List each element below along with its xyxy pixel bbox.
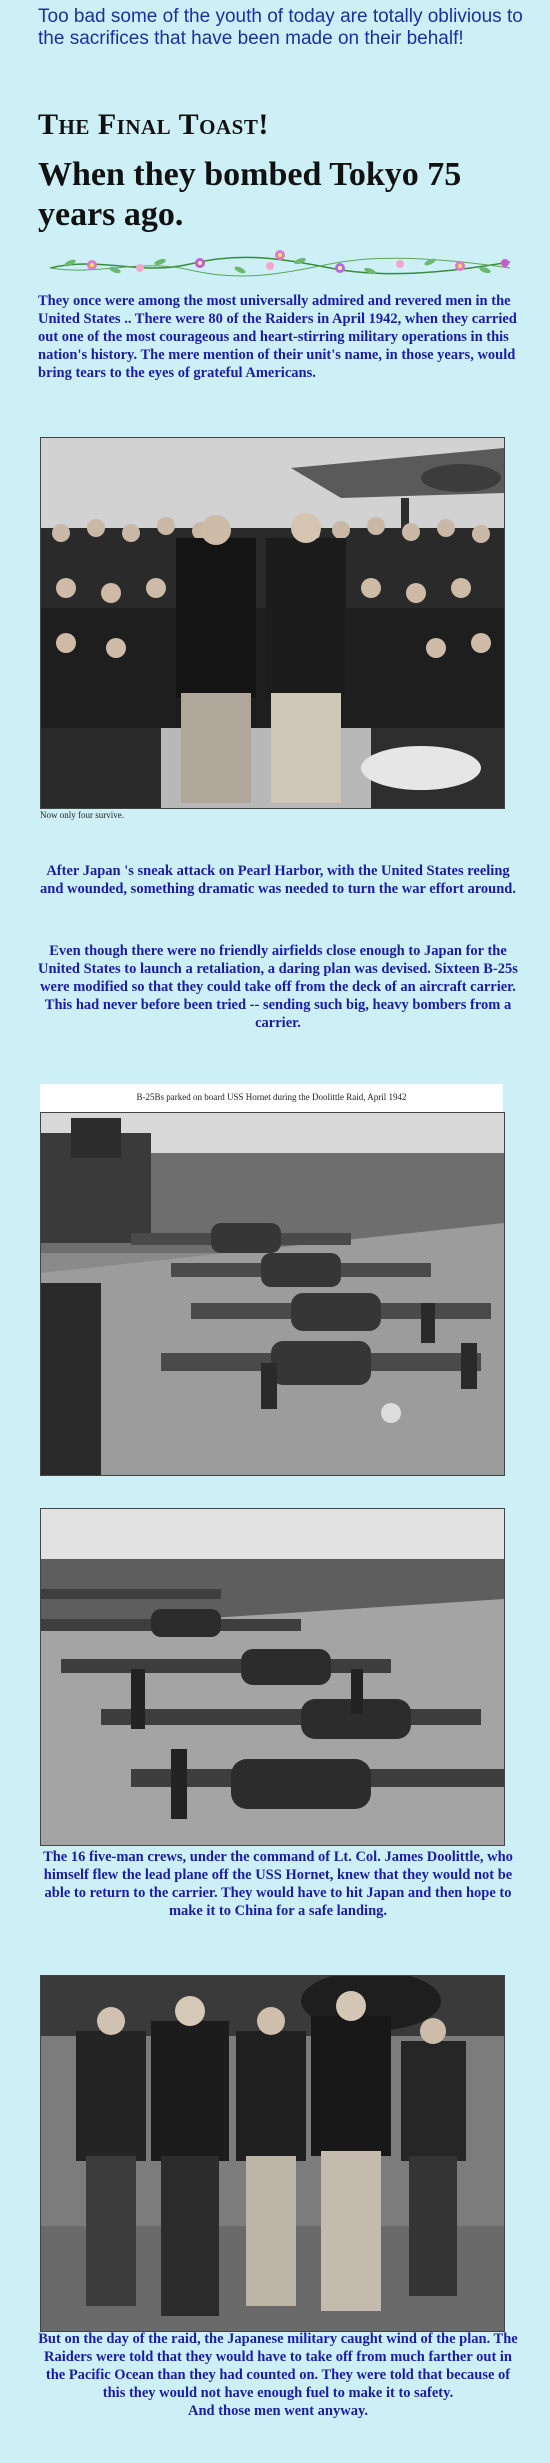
paragraph-raiders-intro: They once were among the most universally admired and revered men in the United States .. There were 80 of the Raiders in April 1942, when they carried out one of the most courageous and heart-stirring military operations in this nation's history. The mere mention of their unit's name, in those years, would bring tears to the eyes of grateful Americans. bbox=[38, 293, 517, 381]
paragraph-doolittle-crews: The 16 five-man crews, under the command of Lt. Col. James Doolittle, who himself flew the lead plane off the USS Hornet, knew that they would not be able to return to the carrier. They would have to hit Japan and then hope to make it to China for a safe landing. bbox=[43, 1849, 513, 1919]
paragraph-raid-day bbox=[38, 2330, 518, 2420]
paragraph-daring-plan bbox=[38, 942, 518, 1032]
paragraph-raid-day-part2: And those men went anyway. bbox=[187, 2403, 369, 2419]
photo-raiders-group bbox=[40, 437, 505, 809]
heading-tokyo-raid: When they bombed Tokyo 75 years ago. bbox=[38, 156, 462, 233]
photo-airmen-standing bbox=[40, 1975, 505, 2332]
paragraph-daring-plan-part2: were modified so that they could take off from the deck of an aircraft carrier. This had never before been tried -- sending such big, heavy bombers from a carrier. bbox=[40, 979, 516, 1031]
paragraph-raid-day-part1: But on the day of the raid, the Japanese military caught wind of the plan. The Raiders were told that they would have to take off from much farther out in the Pacific Ocean than they had counted on. They were told that because of this they would not have enough fuel to make it to safety. bbox=[38, 2331, 518, 2401]
caption-b25-hornet: B-25Bs parked on board USS Hornet during the Doolittle Raid, April 1942 bbox=[136, 1092, 407, 1102]
paragraph-pearl-harbor: After Japan 's sneak attack on Pearl Harbor, with the United States reeling and wounded, something dramatic was needed to turn the war effort around. bbox=[40, 863, 516, 897]
photo-b25s-on-deck bbox=[40, 1112, 505, 1476]
floral-divider bbox=[40, 246, 520, 282]
photo-b25s-lined-up bbox=[40, 1508, 505, 1846]
heading-final-toast: The Final Toast! bbox=[38, 108, 269, 141]
caption-four-survive: Now only four survive. bbox=[40, 810, 124, 820]
intro-text: Too bad some of the youth of today are totally oblivious to the sacrifices that have been made on their behalf! bbox=[38, 6, 523, 49]
paragraph-daring-plan-part1: Even though there were no friendly airfields close enough to Japan for the United States to launch a retaliation, a daring plan was devised. Sixteen B-25s bbox=[38, 943, 518, 977]
